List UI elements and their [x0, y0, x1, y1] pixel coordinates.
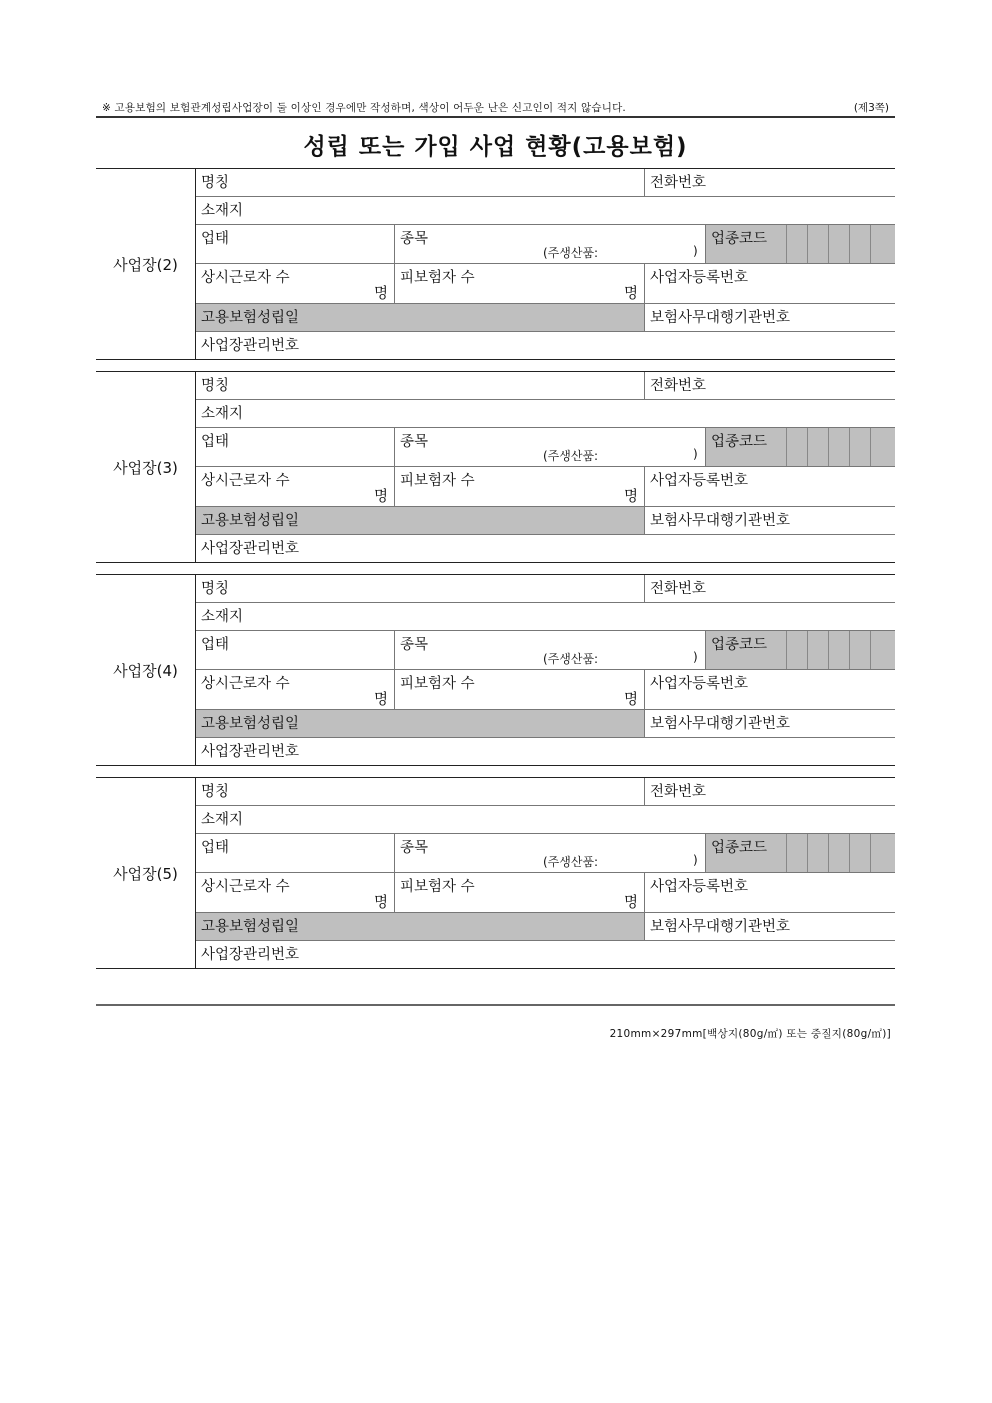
instruction-note: ※ 고용보험의 보험관계성립사업장이 둘 이상인 경우에만 작성하며, 색상이 어두운 난은 신고인이 적지 않습니다. [102, 102, 626, 114]
name-field-label: 명칭 [201, 378, 230, 394]
address-field[interactable] [196, 603, 895, 631]
site-mgmt-no-field[interactable] [196, 535, 895, 564]
industry-code-digit-box [870, 428, 891, 466]
regular-workers-field[interactable] [196, 264, 394, 304]
insured-field[interactable] [394, 467, 644, 507]
regular-workers-field-label: 상시근로자 수 [201, 676, 290, 692]
insured-field[interactable] [394, 873, 644, 913]
main-product-close: ) [693, 244, 698, 258]
item-field[interactable] [394, 631, 705, 670]
main-product-label: (주생산품: [543, 449, 599, 463]
establish-date-field-label: 고용보험성립일 [201, 310, 300, 326]
industry-code-digit-box [807, 225, 828, 263]
item-field-label: 종목 [400, 434, 429, 450]
phone-field[interactable] [644, 575, 895, 603]
biz-reg-no-field[interactable] [644, 467, 895, 507]
item-field[interactable] [394, 834, 705, 873]
address-field-label: 소재지 [201, 812, 244, 828]
agent-no-field-label: 보험사무대행기관번호 [650, 513, 791, 529]
regular-workers-field-label: 상시근로자 수 [201, 270, 290, 286]
site-mgmt-no-field[interactable] [196, 738, 895, 767]
industry-code-field [705, 428, 895, 467]
biz-reg-no-field-label: 사업자등록번호 [650, 473, 749, 489]
business-type-field[interactable] [196, 225, 394, 264]
address-field[interactable] [196, 806, 895, 834]
unit-label: 명 [623, 489, 638, 505]
business-type-field-label: 업태 [201, 434, 230, 450]
item-field[interactable] [394, 225, 705, 264]
agent-no-field-label: 보험사무대행기관번호 [650, 310, 791, 326]
industry-code-digit-box [849, 225, 870, 263]
unit-label: 명 [623, 895, 638, 911]
business-section [96, 168, 895, 360]
industry-code-digit-box [828, 428, 849, 466]
establish-date-field [196, 913, 644, 941]
establish-date-field-label: 고용보험성립일 [201, 513, 300, 529]
address-field[interactable] [196, 400, 895, 428]
phone-field-label: 전화번호 [650, 175, 707, 191]
section-label: 사업장(3) [96, 372, 196, 562]
industry-code-digit-box [807, 631, 828, 669]
industry-code-digit-box [870, 834, 891, 872]
phone-field[interactable] [644, 778, 895, 806]
industry-code-field [705, 225, 895, 264]
establish-date-field [196, 710, 644, 738]
main-product-label: (주생산품: [543, 652, 599, 666]
site-mgmt-no-field-label: 사업장관리번호 [201, 541, 300, 557]
phone-field-label: 전화번호 [650, 581, 707, 597]
site-mgmt-no-field[interactable] [196, 941, 895, 970]
address-field-label: 소재지 [201, 609, 244, 625]
industry-code-digit-box [807, 428, 828, 466]
page-number: (제3쪽) [853, 102, 889, 114]
agent-no-field[interactable] [644, 913, 895, 941]
industry-code-digit-box [786, 225, 807, 263]
name-field[interactable] [196, 778, 644, 806]
main-product-close: ) [693, 853, 698, 867]
business-type-field[interactable] [196, 428, 394, 467]
main-product-label: (주생산품: [543, 246, 599, 260]
site-mgmt-no-field-label: 사업장관리번호 [201, 947, 300, 963]
regular-workers-field[interactable] [196, 670, 394, 710]
insured-field[interactable] [394, 264, 644, 304]
unit-label: 명 [373, 692, 388, 708]
industry-code-digit-box [870, 631, 891, 669]
main-product-close: ) [693, 650, 698, 664]
unit-label: 명 [623, 286, 638, 302]
section-label: 사업장(2) [96, 169, 196, 359]
address-field-label: 소재지 [201, 406, 244, 422]
phone-field[interactable] [644, 372, 895, 400]
biz-reg-no-field-label: 사업자등록번호 [650, 676, 749, 692]
name-field[interactable] [196, 372, 644, 400]
item-field-label: 종목 [400, 231, 429, 247]
industry-code-field [705, 631, 895, 670]
industry-code-digit-box [849, 428, 870, 466]
insured-field-label: 피보험자 수 [400, 676, 475, 692]
biz-reg-no-field-label: 사업자등록번호 [650, 270, 749, 286]
industry-code-field-label: 업종코드 [711, 231, 768, 247]
top-rule [96, 116, 895, 118]
biz-reg-no-field[interactable] [644, 264, 895, 304]
business-section [96, 777, 895, 969]
industry-code-field [705, 834, 895, 873]
business-section [96, 371, 895, 563]
name-field-label: 명칭 [201, 784, 230, 800]
bottom-rule [96, 1004, 895, 1006]
address-field[interactable] [196, 197, 895, 225]
industry-code-digit-box [849, 631, 870, 669]
name-field-label: 명칭 [201, 581, 230, 597]
establish-date-field-label: 고용보험성립일 [201, 919, 300, 935]
insured-field-label: 피보험자 수 [400, 270, 475, 286]
phone-field[interactable] [644, 169, 895, 197]
industry-code-digit-box [828, 631, 849, 669]
business-type-field-label: 업태 [201, 840, 230, 856]
site-mgmt-no-field-label: 사업장관리번호 [201, 338, 300, 354]
unit-label: 명 [373, 286, 388, 302]
name-field[interactable] [196, 575, 644, 603]
item-field-label: 종목 [400, 840, 429, 856]
insured-field-label: 피보험자 수 [400, 473, 475, 489]
industry-code-field-label: 업종코드 [711, 840, 768, 856]
form-title: 성립 또는 가입 사업 현황(고용보험) [303, 134, 688, 160]
business-type-field-label: 업태 [201, 637, 230, 653]
site-mgmt-no-field[interactable] [196, 332, 895, 361]
industry-code-digit-box [828, 834, 849, 872]
industry-code-digit-box [870, 225, 891, 263]
insured-field[interactable] [394, 670, 644, 710]
biz-reg-no-field-label: 사업자등록번호 [650, 879, 749, 895]
address-field-label: 소재지 [201, 203, 244, 219]
phone-field-label: 전화번호 [650, 784, 707, 800]
biz-reg-no-field[interactable] [644, 873, 895, 913]
industry-code-field-label: 업종코드 [711, 434, 768, 450]
business-type-field[interactable] [196, 834, 394, 873]
unit-label: 명 [623, 692, 638, 708]
main-product-close: ) [693, 447, 698, 461]
establish-date-field-label: 고용보험성립일 [201, 716, 300, 732]
industry-code-digit-box [807, 834, 828, 872]
main-product-label: (주생산품: [543, 855, 599, 869]
regular-workers-field-label: 상시근로자 수 [201, 473, 290, 489]
phone-field-label: 전화번호 [650, 378, 707, 394]
agent-no-field[interactable] [644, 710, 895, 738]
industry-code-digit-box [786, 834, 807, 872]
industry-code-digit-box [786, 428, 807, 466]
industry-code-digit-box [828, 225, 849, 263]
agent-no-field-label: 보험사무대행기관번호 [650, 716, 791, 732]
business-section [96, 574, 895, 766]
business-type-field[interactable] [196, 631, 394, 670]
industry-code-digit-box [786, 631, 807, 669]
business-type-field-label: 업태 [201, 231, 230, 247]
regular-workers-field[interactable] [196, 873, 394, 913]
paper-spec: 210mm×297mm[백상지(80g/㎡) 또는 중질지(80g/㎡)] [609, 1028, 891, 1040]
item-field[interactable] [394, 428, 705, 467]
regular-workers-field[interactable] [196, 467, 394, 507]
section-label: 사업장(4) [96, 575, 196, 765]
agent-no-field[interactable] [644, 304, 895, 332]
biz-reg-no-field[interactable] [644, 670, 895, 710]
establish-date-field [196, 304, 644, 332]
section-label: 사업장(5) [96, 778, 196, 968]
agent-no-field[interactable] [644, 507, 895, 535]
agent-no-field-label: 보험사무대행기관번호 [650, 919, 791, 935]
item-field-label: 종목 [400, 637, 429, 653]
unit-label: 명 [373, 489, 388, 505]
site-mgmt-no-field-label: 사업장관리번호 [201, 744, 300, 760]
unit-label: 명 [373, 895, 388, 911]
industry-code-field-label: 업종코드 [711, 637, 768, 653]
name-field[interactable] [196, 169, 644, 197]
insured-field-label: 피보험자 수 [400, 879, 475, 895]
industry-code-digit-box [849, 834, 870, 872]
name-field-label: 명칭 [201, 175, 230, 191]
establish-date-field [196, 507, 644, 535]
regular-workers-field-label: 상시근로자 수 [201, 879, 290, 895]
